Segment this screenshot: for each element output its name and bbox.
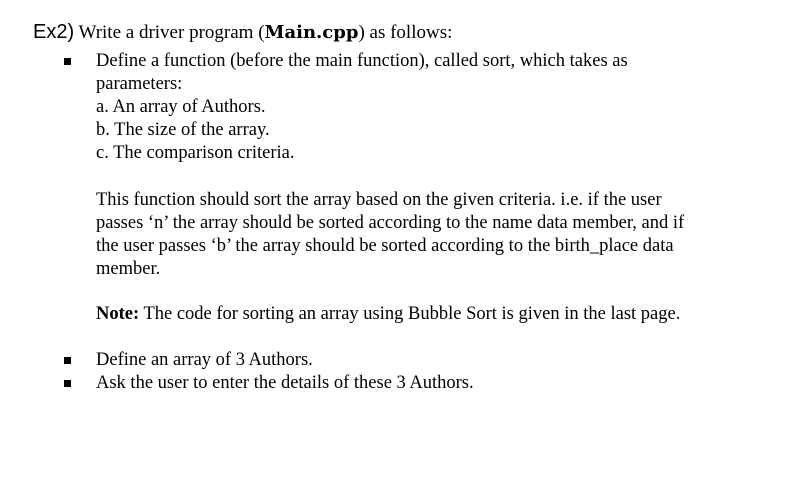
exercise-intro-after: ) as follows:	[358, 22, 453, 43]
item1-paragraph-line-4: member.	[96, 259, 161, 279]
item1-sub-c: c. The comparison criteria.	[96, 143, 295, 163]
item1-line-1: Define a function (before the main function), called sort, which takes as	[96, 51, 628, 71]
item1-sub-a: a. An array of Authors.	[96, 97, 266, 117]
exercise-heading	[33, 20, 452, 45]
item1-sub-b: b. The size of the array.	[96, 120, 270, 140]
note-label: Note:	[96, 304, 140, 324]
bullet-marker	[64, 380, 71, 387]
note-text: The code for sorting an array using Bubble Sort is given in the last page.	[139, 304, 681, 324]
item3-text: Ask the user to enter the details of these 3 Authors.	[96, 373, 474, 393]
note-line	[96, 303, 680, 325]
bullet-marker	[64, 58, 71, 65]
exercise-intro-before: Write a driver program (	[74, 22, 265, 43]
item2-text: Define an array of 3 Authors.	[96, 350, 313, 370]
exercise-filename: Main.cpp	[264, 22, 359, 43]
item1-paragraph-line-1: This function should sort the array based on the given criteria. i.e. if the user	[96, 190, 662, 210]
bullet-marker	[64, 357, 71, 364]
item1-paragraph-line-3: the user passes ‘b’ the array should be sorted according to the birth_place data	[96, 236, 674, 256]
item1-line-2: parameters:	[96, 74, 183, 94]
exercise-number: Ex2)	[33, 21, 75, 43]
item1-paragraph-line-2: passes ‘n’ the array should be sorted according to the name data member, and if	[96, 213, 685, 233]
